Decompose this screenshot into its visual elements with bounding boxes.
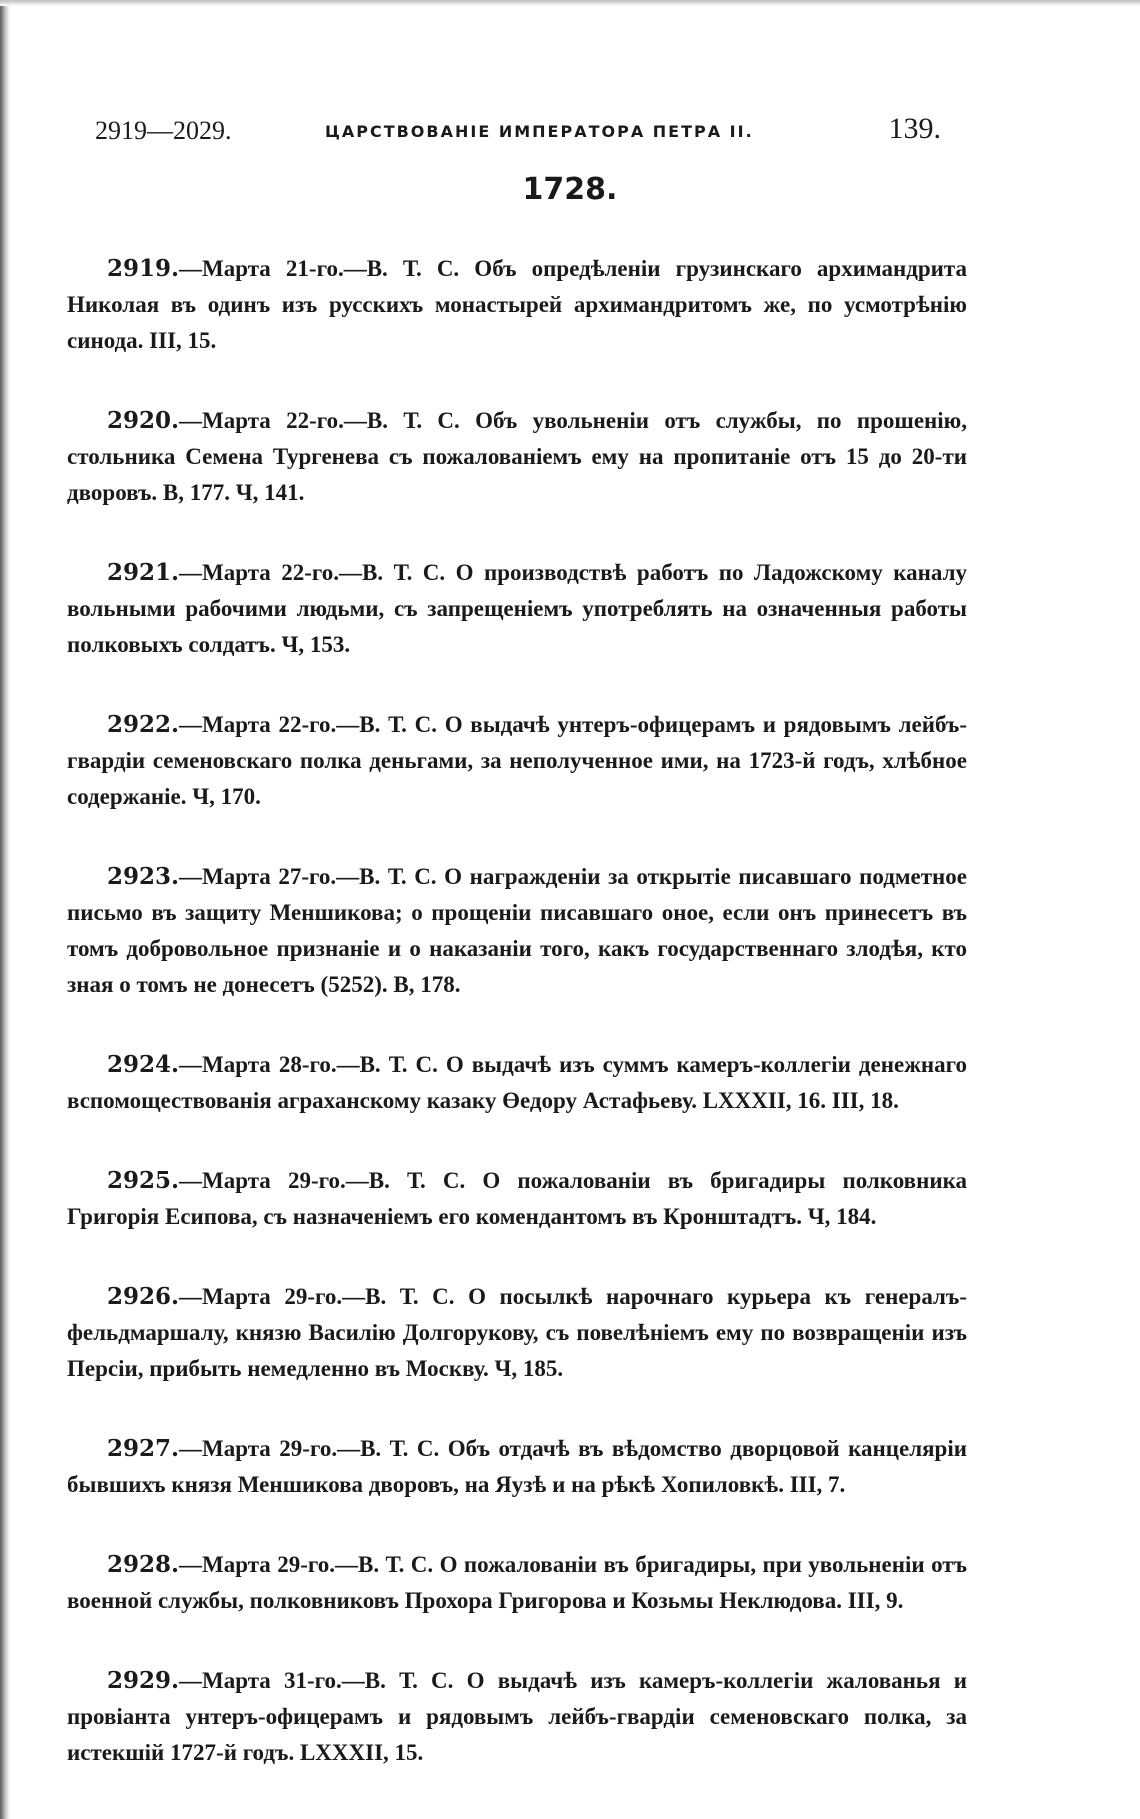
entry-number: 2919. — [107, 255, 180, 282]
entry-number: 2923. — [107, 863, 180, 890]
entry-number: 2929. — [107, 1667, 180, 1694]
entry-text: —Марта 22-го.—В. Т. С. О выдачѣ унтеръ-офицерамъ и рядовымъ лейбъ-гвардіи семеновскаго полка деньгами, за неполученное ими, на 1723-й годъ, хлѣбное содержаніе. Ч, 170. — [67, 712, 967, 809]
entry-2921 — [67, 555, 967, 663]
entry-2922 — [67, 707, 967, 815]
page-edge-shadow — [0, 0, 10, 1819]
entry-text: —Марта 29-го.—В. Т. С. О пожалованіи въ бригадиры, при увольненіи отъ военной службы, полковниковъ Прохора Григорова и Козьмы Неклюдова. III, 9. — [67, 1552, 967, 1613]
entry-range: 2919—2029. — [95, 116, 232, 145]
page-number: 139. — [888, 112, 941, 145]
entry-number: 2921. — [107, 559, 180, 586]
entry-number: 2926. — [107, 1283, 180, 1310]
entry-2919 — [67, 251, 967, 359]
entry-2920 — [67, 403, 967, 511]
entry-number: 2928. — [107, 1551, 180, 1578]
entry-text: —Марта 31-го.—В. Т. С. О выдачѣ изъ камеръ-коллегіи жалованья и провіанта унтеръ-офицерамъ и рядовымъ лейбъ-гвардіи семеновскаго полка, за истекшій 1727-й годъ. LXXXII, 15. — [67, 1668, 967, 1765]
running-title: ЦАРСТВОВАНІЕ ИМПЕРАТОРА ПЕТРА II. — [325, 122, 754, 141]
entry-number: 2925. — [107, 1167, 180, 1194]
entries-list — [67, 228, 967, 1815]
entry-number: 2922. — [107, 711, 180, 738]
page-top-shadow — [0, 0, 1140, 6]
entry-text: —Марта 22-го.—В. Т. С. Объ увольненіи отъ службы, по прошенію, стольника Семена Тургенева съ пожалованіемъ ему на пропитаніе отъ 15 до 20-ти дворовъ. В, 177. Ч, 141. — [67, 408, 967, 505]
entry-text: —Марта 29-го.—В. Т. С. Объ отдачѣ въ вѣдомство дворцовой канцеляріи бывшихъ князя Меншикова дворовъ, на Яузѣ и на рѣкѣ Хопиловкѣ. III, 7. — [67, 1436, 967, 1497]
entry-text: —Марта 27-го.—В. Т. С. О награжденіи за открытіе писавшаго подметное письмо въ защиту Меншикова; о прощеніи писавшаго оное, если онъ принесетъ въ томъ добровольное признаніе и о наказаніи того, какъ государственнаго злодѣя, кто зная о томъ не донесетъ (5252). В, 178. — [67, 864, 967, 997]
entry-2927 — [67, 1431, 967, 1503]
entry-number: 2920. — [107, 407, 180, 434]
entry-text: —Марта 29-го.—В. Т. С. О посылкѣ нарочнаго курьера къ генералъ-фельдмаршалу, князю Василію Долгорукову, съ повелѣніемъ ему по возвращеніи изъ Персіи, прибыть немедленно въ Москву. Ч, 185. — [67, 1284, 967, 1381]
entry-2923 — [67, 859, 967, 1003]
entry-2924 — [67, 1047, 967, 1119]
entry-number: 2927. — [107, 1435, 180, 1462]
entry-number: 2924. — [107, 1051, 180, 1078]
entry-text: —Марта 21-го.—В. Т. С. Объ опредѣленіи грузинскаго архимандрита Николая въ одинъ изъ русскихъ монастырей архимандритомъ же, по усмотрѣнію синода. III, 15. — [67, 256, 967, 353]
entry-2925 — [67, 1163, 967, 1235]
entry-2926 — [67, 1279, 967, 1387]
entry-text: —Марта 28-го.—В. Т. С. О выдачѣ изъ суммъ камеръ-коллегіи денежнаго вспомоществованія аграханскому казаку Өедору Астафьеву. LXXXII, 16. III, 18. — [67, 1052, 967, 1113]
entry-2929 — [67, 1663, 967, 1771]
entry-text: —Марта 29-го.—В. Т. С. О пожалованіи въ бригадиры полковника Григорія Есипова, съ назначеніемъ его комендантомъ въ Кронштадтъ. Ч, 184. — [67, 1168, 967, 1229]
running-header — [95, 112, 941, 152]
entry-text: —Марта 22-го.—В. Т. С. О производствѣ работъ по Ладожскому каналу вольными рабочими людьми, съ запрещеніемъ употреблять на означенныя работы полковыхъ солдатъ. Ч, 153. — [67, 560, 967, 657]
entry-2928 — [67, 1547, 967, 1619]
year-heading: 1728. — [522, 172, 618, 207]
